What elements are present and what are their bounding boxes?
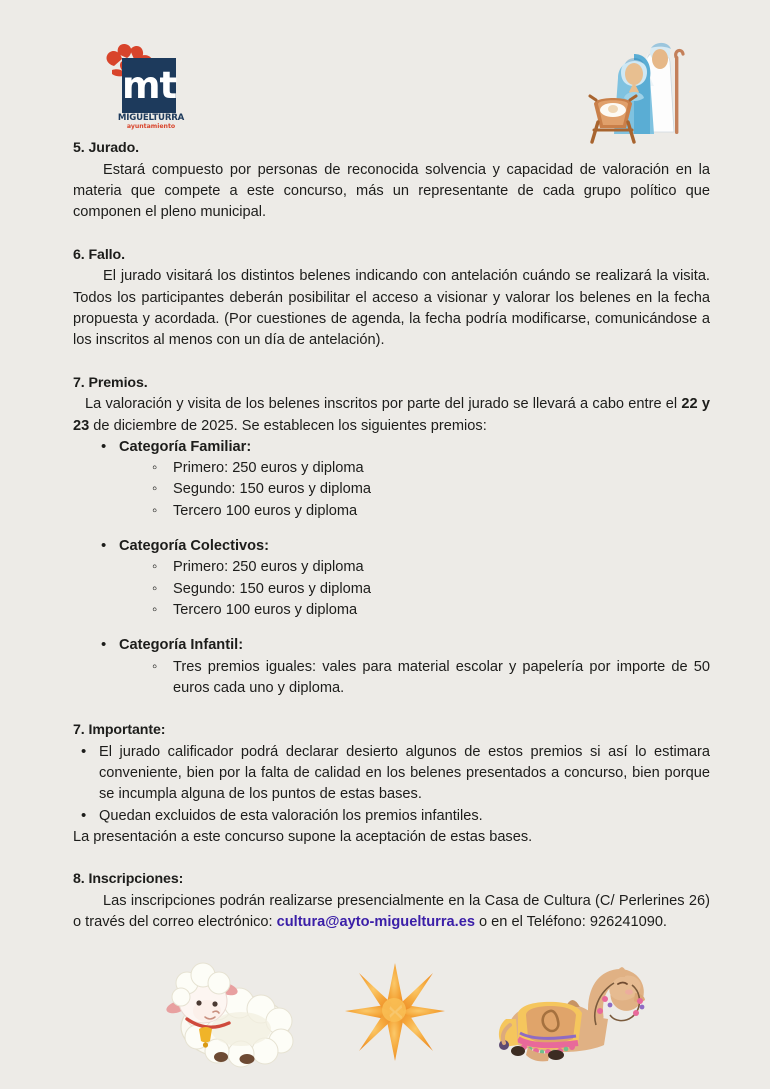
prize-item: ◦ Segundo: 150 euros y diploma — [152, 479, 710, 500]
spacer — [101, 621, 710, 635]
footer-illustrations — [0, 961, 770, 1081]
premios-intro-after: de diciembre de 2025. Se establecen los siguientes premios: — [89, 417, 487, 434]
importante-closing-line: La presentación a este concurso supone la aceptación de estas bases. — [73, 829, 533, 846]
nativity-illustration — [588, 26, 698, 144]
spacer — [73, 699, 710, 720]
premios-intro-before: La valoración y visita de los belenes inscritos por parte del jurado se llevará a cabo entre el — [85, 396, 682, 413]
prize-item: ◦ Segundo: 150 euros y diploma — [152, 579, 710, 600]
category-label: Categoría Infantil: — [119, 637, 244, 654]
section-heading-inscripciones: 8. Inscripciones: — [73, 871, 184, 888]
section-body-premios-intro — [73, 394, 710, 437]
prize-list-colectivos — [119, 557, 710, 621]
section-heading-fallo: 6. Fallo. — [73, 246, 125, 263]
premios-category-colectivos — [101, 536, 710, 621]
prize-list-infantil — [119, 657, 710, 700]
document-header — [0, 0, 770, 138]
spacer — [73, 224, 710, 245]
section-heading-jurado: 5. Jurado. — [73, 140, 140, 156]
logo-town-name: MIGUELTURRA — [117, 113, 185, 123]
prize-list-familiar — [119, 458, 710, 522]
importante-bullet: • El jurado calificador podrá declarar desierto algunos de estos premios si así lo estimara conveniente, bien por la falta de calidad en los belenes presentados a concurso, bien porque se incumpla alguna de los puntos de estas bases. — [81, 742, 710, 806]
importante-bullet: • Quedan excluidos de esta valoración los premios infantiles. — [81, 806, 710, 827]
premios-category-familiar — [101, 437, 710, 522]
category-label: Categoría Familiar: — [119, 438, 252, 455]
premios-intro-dates: 22 y 23 — [73, 396, 710, 434]
prize-item: ◦ Primero: 250 euros y diploma — [152, 458, 710, 479]
logo-subtitle: ayuntamiento — [126, 123, 176, 130]
logo-monogram-text: mt — [122, 64, 177, 107]
category-label: Categoría Colectivos: — [119, 538, 270, 555]
section-body-fallo: El jurado visitará los distintos belenes indicando con antelación cuándo se realizará la visita. Todos los participantes deberán posibilitar el acceso a visionar y valorar los belenes en la fecha propuesta y acordada. (Por cuestiones de agenda, la fecha podría modificarse, comunicándose a los inscritos al menos con un día de antelación). — [73, 268, 710, 349]
premios-category-list — [73, 437, 710, 699]
inscripciones-text-before: Las inscripciones podrán realizarse presencialmente en la Casa de Cultura (C/ Perlerines 26) o través del correo electrónico: — [73, 893, 710, 931]
spacer — [73, 352, 710, 373]
inscripciones-text-after: o en el Teléfono: 926241090. — [474, 914, 667, 931]
miguelturra-logo — [96, 44, 186, 130]
section-heading-importante: 7. Importante: — [73, 722, 166, 739]
prize-item: ◦ Tres premios iguales: vales para material escolar y papelería por importe de 50 euros cada uno y diploma. — [152, 657, 710, 700]
prize-item: ◦ Tercero 100 euros y diploma — [152, 600, 710, 621]
section-heading-premios: 7. Premios. — [73, 374, 148, 391]
camel-illustration — [492, 959, 652, 1071]
logo-monogram-square — [122, 58, 176, 113]
importante-bullet-list — [73, 742, 710, 827]
sheep-illustration — [155, 959, 305, 1071]
section-body-inscripciones — [73, 891, 710, 934]
spacer — [73, 848, 710, 869]
section-body-jurado: Estará compuesto por personas de reconocida solvencia y capacidad de valoración en la materia que compete a este concurso, más un representante de cada grupo político que componen el pleno municipal. — [73, 161, 710, 221]
christmas-star-illustration — [345, 963, 445, 1061]
prize-item: ◦ Primero: 250 euros y diploma — [152, 557, 710, 578]
premios-category-infantil — [101, 635, 710, 699]
document-content — [73, 138, 710, 934]
email-link[interactable]: cultura@ayto-miguelturra.es — [276, 914, 475, 931]
spacer — [101, 522, 710, 536]
prize-item: ◦ Tercero 100 euros y diploma — [152, 501, 710, 522]
